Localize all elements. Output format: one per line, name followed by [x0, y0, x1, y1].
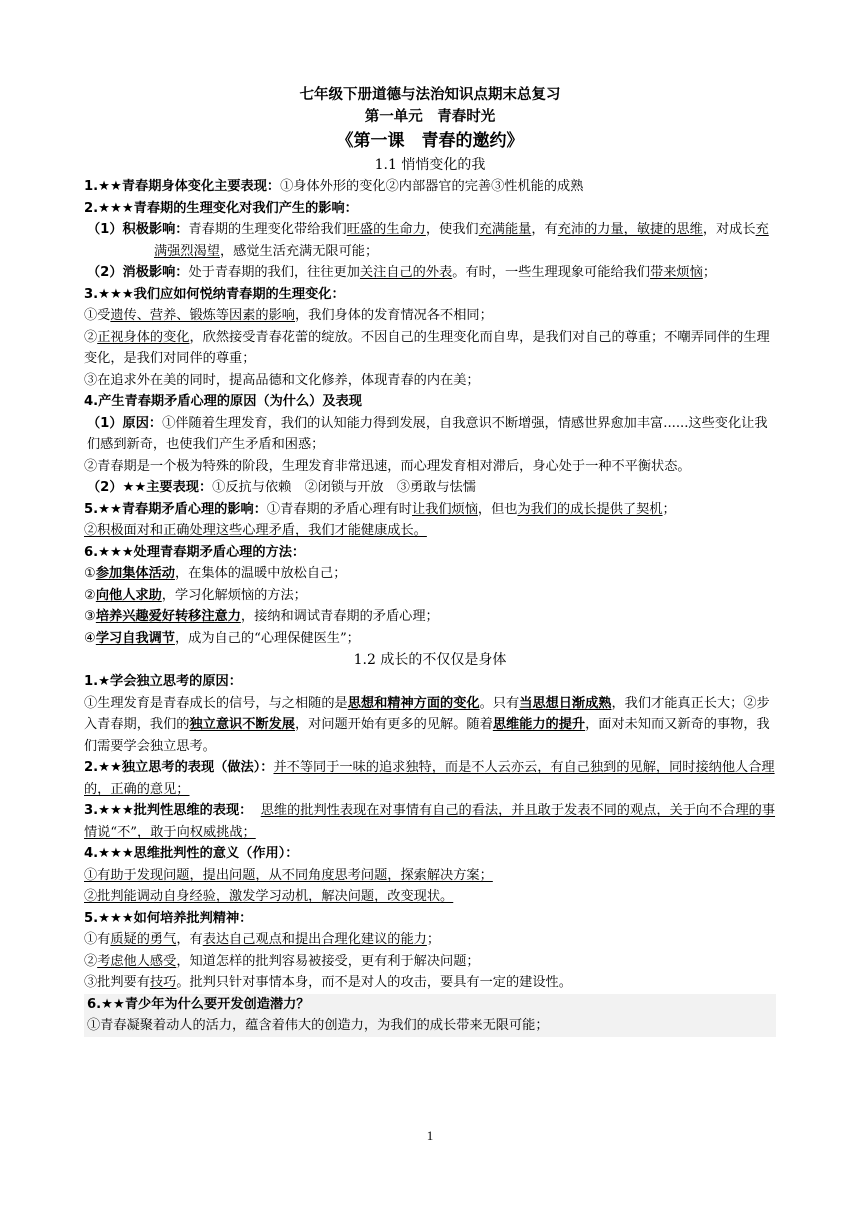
s1-q4-head: 4.产生青春期矛盾心理的原因（为什么）及表现 — [84, 394, 362, 409]
unit-heading: 第一单元 青春时光 — [364, 109, 496, 125]
s1-q1 — [84, 176, 776, 198]
s1-q2-negative: （2）消极影响：处于青春期的我们，往往更加关注自己的外表。有时，一些生理现象可能给我们带来烦恼； — [87, 265, 716, 280]
s2-q5-item-1: ①有质疑的勇气，有表达自己观点和提出合理化建议的能力； — [84, 932, 441, 947]
lesson-heading: 《第一课 青春的邀约》 — [336, 131, 524, 151]
s1-q4-cause-1: （1）原因：①伴随着生理发育，我们的认知能力得到发展，自我意识不断增强，情感世界愈加丰富......这些变化让我们感到新奇，也使我们产生矛盾和困惑； — [87, 415, 768, 452]
s2-q5-item-3: ③批判要有技巧。批判只针对事情本身，而不是对人的攻击，要具有一定的建设性。 — [84, 975, 572, 990]
s1-q6-item-1: ①参加集体活动，在集体的温暖中放松自己； — [84, 566, 347, 581]
s1-q5: 5.★★青春期矛盾心理的影响：①青春期的矛盾心理有时让我们烦恼，但也为我们的成长提供了契机； — [84, 501, 676, 517]
s2-q4-item-2: ②批判能调动自身经验，激发学习动机，解决问题，改变现状。 — [84, 889, 454, 904]
s1-q4-expression: （2）★★主要表现：①反抗与依赖 ②闭锁与开放 ③勇敢与怯懦 — [87, 480, 476, 495]
s1-q3-head: 3.★★★我们应如何悦纳青春期的生理变化： — [84, 286, 345, 302]
s2-q3: 3.★★★批判性思维的表现： 思维的批判性表现在对事情有自己的看法，并且敢于发表不同的观点，关于向不合理的事情说“不”，敢于向权威挑战； — [84, 803, 776, 840]
s1-q5-line-2: ②积极面对和正确处理这些心理矛盾，我们才能健康成长。 — [84, 523, 427, 538]
s1-q3-item-2: ②正视身体的变化，欣然接受青春花蕾的绽放。不因自己的生理变化而自卑，是我们对自己的尊重；不嘲弄同伴的生理变化，是我们对同伴的尊重； — [84, 329, 770, 366]
s1-q6-item-2: ②向他人求助，学习化解烦恼的方法； — [84, 587, 307, 603]
s2-q5-item-2: ②考虑他人感受，知道怎样的批判容易被接受，更有利于解决问题； — [84, 953, 480, 969]
s2-q6-head: 6.★★青少年为什么要开发创造潜力？ — [84, 994, 776, 1016]
section-heading-1-1: 1.1 悄悄变化的我 — [374, 157, 486, 173]
s1-q2-positive: （1）积极影响：青春期的生理变化带给我们旺盛的生命力，使我们充满能量，有充沛的力量，敏捷的思维，对成长充满强烈渴望，感觉生活充满无限可能； — [87, 222, 769, 259]
s2-q2: 2.★★独立思考的表现（做法）：并不等同于一味的追求独特，而是不人云亦云，有自己独到的见解，同时接纳他人合理的，正确的意见； — [84, 760, 775, 797]
section-heading-1-2: 1.2 成长的不仅仅是身体 — [353, 652, 507, 668]
s2-q6-item-1: ①青春凝聚着动人的活力，蕴含着伟大的创造力，为我们的成长带来无限可能； — [84, 1015, 776, 1037]
s1-q6-item-3: ③培养兴趣爱好转移注意力，接纳和调试青春期的矛盾心理； — [84, 609, 439, 624]
document-title: 七年级下册道德与法治知识点期末总复习 — [299, 87, 561, 103]
s1-q3-item-1: ①受遗传、营养、锻炼等因素的影响，我们身体的发育情况各不相同； — [84, 308, 493, 323]
s1-q1-body: ①身体外形的变化②内部器官的完善③性机能的成熟 — [280, 179, 584, 194]
s1-q3-item-3: ③在追求外在美的同时，提高品德和文化修养，体现青春的内在美； — [84, 372, 480, 388]
document-page — [84, 84, 776, 1037]
s1-q1-head: 1.★★青春期身体变化主要表现： — [84, 179, 281, 194]
s1-q6-item-4: ④学习自我调节，成为自己的“心理保健医生”； — [84, 630, 360, 646]
page-number: 1 — [426, 1128, 434, 1143]
s2-q1-body: ①生理发育是青春成长的信号，与之相随的是思想和精神方面的变化。只有当思想日渐成熟，我们才能真正长大；②步入青春期，我们的独立意识不断发展，对问题开始有更多的见解。随着思维能力的提升，面对未知而又新奇的事物，我们需要学会独立思考。 — [84, 695, 770, 754]
s1-q2-head: 2.★★★青春期的生理变化对我们产生的影响： — [84, 200, 358, 216]
s2-q5-head: 5.★★★如何培养批判精神： — [84, 910, 253, 926]
s1-q4-cause-2: ②青春期是一个极为特殊的阶段，生理发育非常迅速，而心理发育相对滞后，身心处于一种不平衡状态。 — [84, 458, 691, 474]
s1-q6-head: 6.★★★处理青春期矛盾心理的方法： — [84, 544, 306, 560]
s2-q4-head: 4.★★★思维批判性的意义（作用）： — [84, 846, 299, 861]
s2-q1-head: 1.★学会独立思考的原因： — [84, 674, 242, 689]
s2-q4-item-1: ①有助于发现问题，提出问题，从不同角度思考问题，探索解决方案； — [84, 867, 493, 883]
